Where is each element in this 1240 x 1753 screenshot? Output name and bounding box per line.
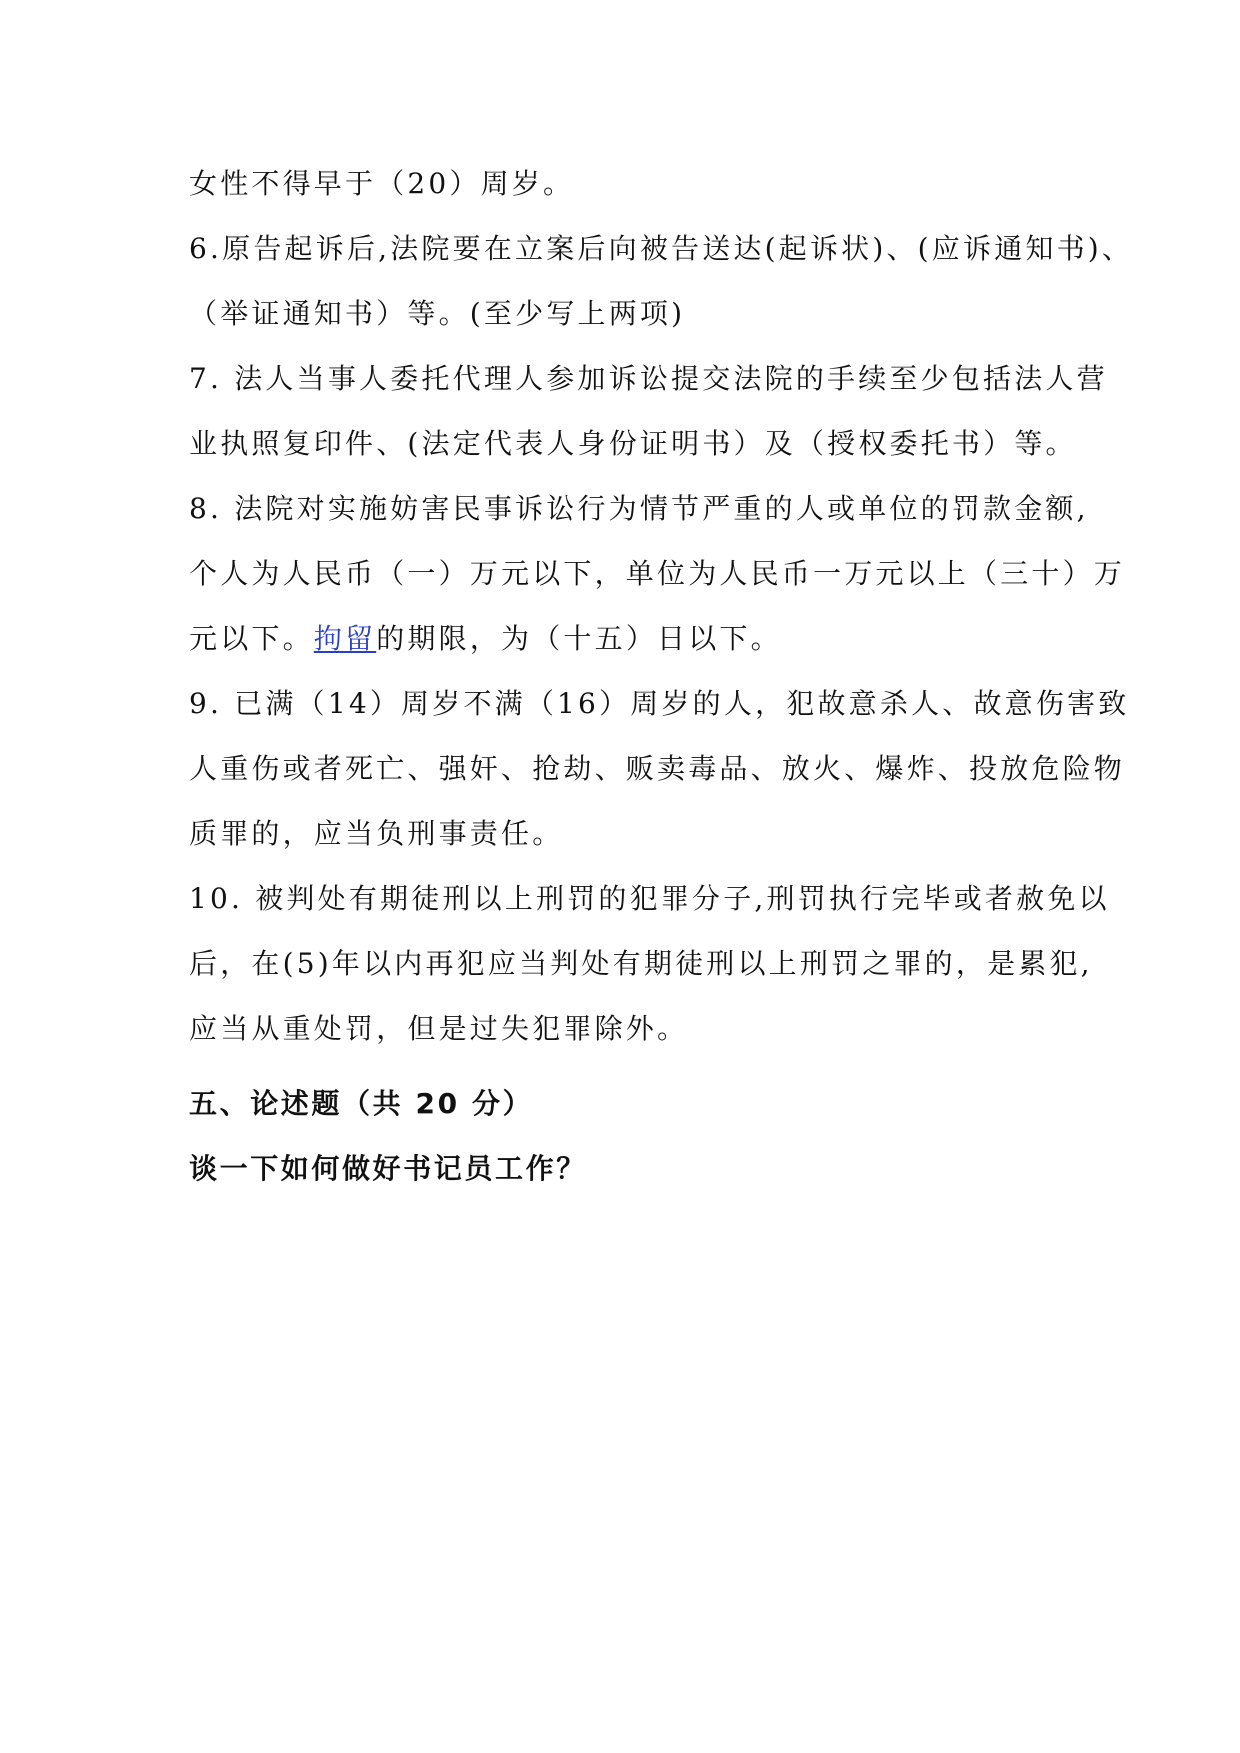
text-line-item-10-part-3: 应当从重处罚，但是过失犯罪除外。 <box>189 1012 689 1045</box>
text-line-item-8-part-1: 8. 法院对实施妨害民事诉讼行为情节严重的人或单位的罚款金额, <box>189 492 1089 525</box>
text-line-item-8-part-2: 个人为人民币（一）万元以下，单位为人民币一万元以上（三十）万 <box>189 557 1126 590</box>
text-line-item-7-part-2: 业执照复印件、(法定代表人身份证明书）及（授权委托书）等。 <box>189 427 1077 460</box>
essay-question: 谈一下如何做好书记员工作？ <box>189 1152 587 1185</box>
text-line-item-10-part-2: 后，在(5)年以内再犯应当判处有期徒刑以上刑罚之罪的，是累犯, <box>189 947 1093 980</box>
text-line-item-8-part-3 <box>189 619 1069 659</box>
text-line-item-9-part-1: 9. 已满（14）周岁不满（16）周岁的人，犯故意杀人、故意伤害致 <box>189 687 1130 720</box>
text-line-item-9-part-2: 人重伤或者死亡、强奸、抢劫、贩卖毒品、放火、爆炸、投放危险物 <box>189 752 1126 785</box>
detention-link[interactable]: 拘留 <box>313 622 377 655</box>
text-segment-after-link: 的期限，为（十五）日以下。 <box>376 622 782 655</box>
section-heading-essay: 五、论述题（共 20 分） <box>189 1087 534 1120</box>
text-line-item-7-part-1: 7. 法人当事人委托代理人参加诉讼提交法院的手续至少包括法人营 <box>189 362 1108 395</box>
text-line-item-9-part-3: 质罪的，应当负刑事责任。 <box>189 817 564 850</box>
text-line-item-6-part-1: 6.原告起诉后,法院要在立案后向被告送达(起诉状)、(应诉通知书)、 <box>189 232 1134 265</box>
text-line-item-6-part-2: （举证通知书）等。(至少写上两项) <box>189 297 686 330</box>
text-segment-before-link: 元以下。 <box>189 622 314 655</box>
text-line-female-age: 女性不得早于（20）周岁。 <box>189 167 575 200</box>
text-line-item-10-part-1: 10. 被判处有期徒刑以上刑罚的犯罪分子,刑罚执行完毕或者赦免以 <box>189 882 1110 915</box>
